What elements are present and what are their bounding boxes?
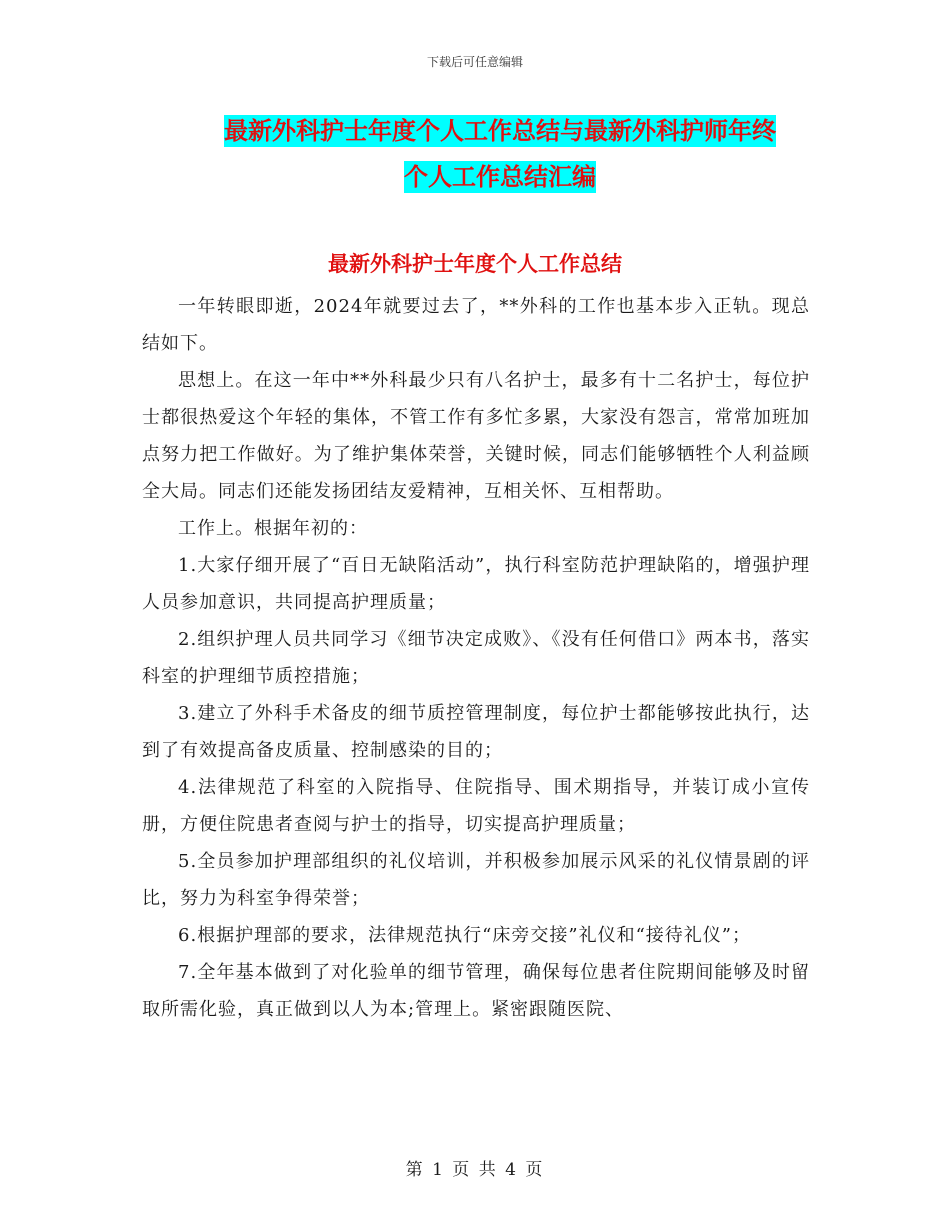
paragraph: 3.建立了外科手术备皮的细节质控管理制度，每位护士都能够按此执行，达到了有效提高备皮质量、控制感染的目的； xyxy=(142,703,810,761)
paragraph: 2.组织护理人员共同学习《细节决定成败》、《没有任何借口》两本书，落实科室的护理细节质控措施； xyxy=(142,629,810,687)
paragraph: 工作上。根据年初的： xyxy=(178,518,368,539)
paragraph: 1.大家仔细开展了“百日无缺陷活动”，执行科室防范护理缺陷的，增强护理人员参加意识，共同提高护理质量； xyxy=(142,555,810,613)
section-title: 最新外科护士年度个人工作总结 xyxy=(328,252,622,276)
paragraph: 5.全员参加护理部组织的礼仪培训，并积极参加展示风采的礼仪情景剧的评比，努力为科室争得荣誉； xyxy=(142,851,810,909)
document-title-line-2: 个人工作总结汇编 xyxy=(404,163,596,191)
paragraph: 4.法律规范了科室的入院指导、住院指导、围术期指导，并装订成小宣传册，方便住院患者查阅与护士的指导，切实提高护理质量； xyxy=(142,777,810,835)
header-note: 下载后可任意编辑 xyxy=(426,55,523,69)
paragraph: 7.全年基本做到了对化验单的细节管理，确保每位患者住院期间能够及时留取所需化验，真正做到以人为本;管理上。紧密跟随医院、 xyxy=(142,962,810,1020)
document-body xyxy=(142,288,810,1028)
page-footer: 第 1 页 共 4 页 xyxy=(405,1160,545,1180)
paragraph: 一年转眼即逝，2024年就要过去了，**外科的工作也基本步入正轨。现总结如下。 xyxy=(142,296,810,354)
paragraph: 思想上。在这一年中**外科最少只有八名护士，最多有十二名护士，每位护士都很热爱这个年轻的集体，不管工作有多忙多累，大家没有怨言，常常加班加点努力把工作做好。为了维护集体荣誉，关键时候，同志们能够牺牲个人利益顾全大局。同志们还能发扬团结友爱精神，互相关怀、互相帮助。 xyxy=(142,370,810,502)
document-title-line-1: 最新外科护士年度个人工作总结与最新外科护师年终 xyxy=(224,117,776,145)
paragraph: 6.根据护理部的要求，法律规范执行“床旁交接”礼仪和“接待礼仪”； xyxy=(178,925,751,946)
document-title xyxy=(195,108,805,200)
